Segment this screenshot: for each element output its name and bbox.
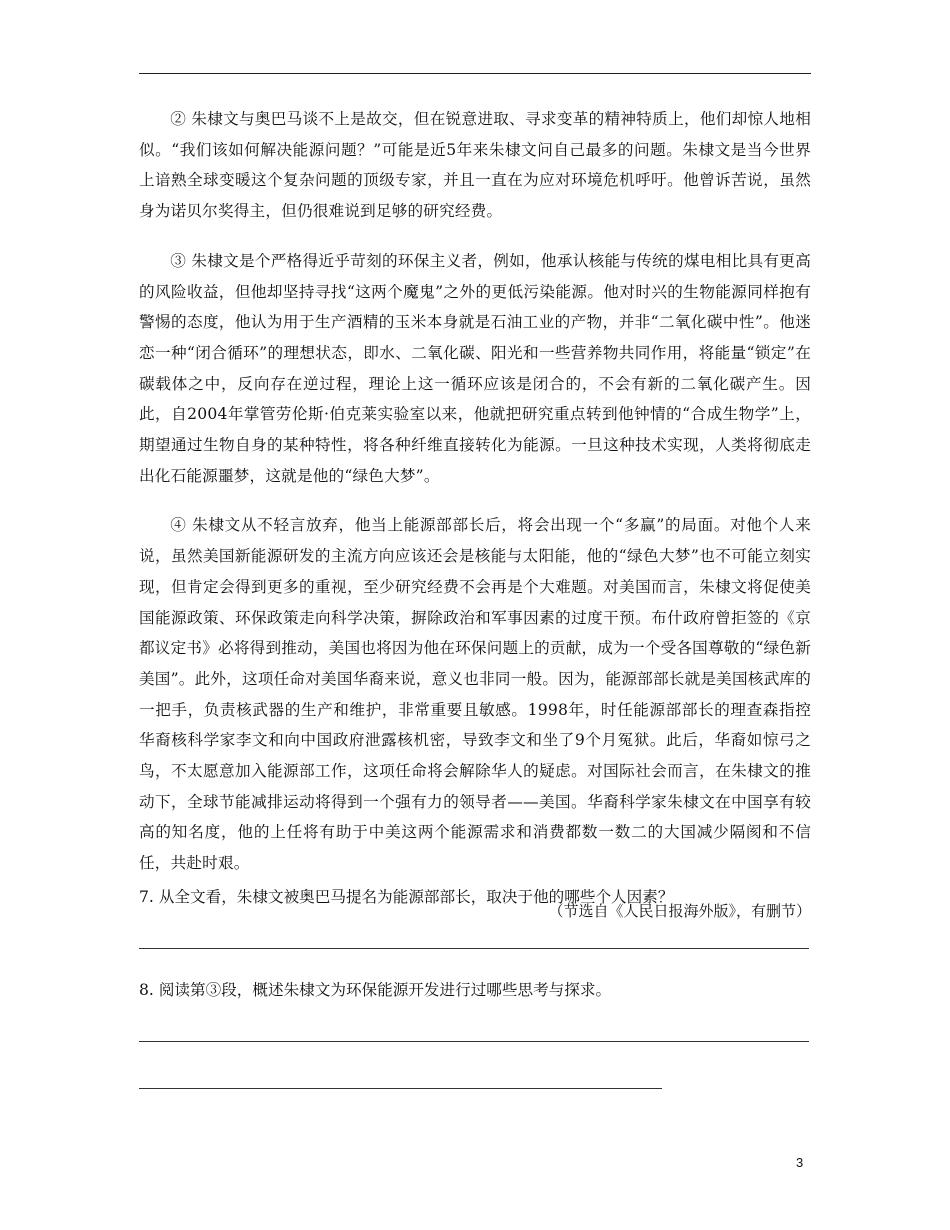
answer-line-q8-2[interactable]: [139, 1088, 662, 1089]
question-7: 7. 从全文看，朱棣文被奥巴马提名为能源部部长，取决于他的哪些个人因素？: [139, 888, 674, 906]
question-8: 8. 阅读第③段，概述朱棣文为环保能源开发进行过哪些思考与探求。: [139, 981, 612, 999]
paragraph-4: ④ 朱棣文从不轻言放弃，他当上能源部部长后，将会出现一个“多赢”的局面。对他个人来说，虽然美国新能源研发的主流方向应该还会是核能与太阳能，他的“绿色大梦”也不可能立刻实现，但肯定会得到更多的重视，至少研究经费不会再是个大难题。对美国而言，朱棣文将促使美国能源政策、环保政策走向科学决策，摒除政治和军事因素的过度干预。布什政府曾拒签的《京都议定书》必将得到推动，美国也将因为他在环保问题上的贡献，成为一个受各国尊敬的“绿色新美国”。此外，这项任命对美国华裔来说，意义也非同一般。因为，能源部部长就是美国核武库的一把手，负责核武器的生产和维护，非常重要且敏感。1998年，时任能源部部长的理查森指控华裔核科学家李文和向中国政府泄露核机密，导致李文和坐了9个月冤狱。此后，华裔如惊弓之鸟，不太愿意加入能源部工作，这项任命将会解除华人的疑虑。对国际社会而言，在朱棣文的推动下，全球节能减排运动将得到一个强有力的领导者——美国。华裔科学家朱棣文在中国享有较高的知名度，他的上任将有助于中美这两个能源需求和消费都数一数二的大国减少隔阂和不信任，共赴时艰。: [139, 516, 811, 873]
paragraph-3: ③ 朱棣文是个严格得近乎苛刻的环保主义者，例如，他承认核能与传统的煤电相比具有更高的风险收益，但他却坚持寻找“这两个魔鬼”之外的更低污染能源。他对时兴的生物能源同样抱有警惕的态度，他认为用于生产酒精的玉米本身就是石油工业的产物，并非“二氧化碳中性”。他迷恋一种“闭合循环”的理想状态，即水、二氧化碳、阳光和一些营养物共同作用，将能量“锁定”在碳载体之中，反向存在逆过程，理论上这一循环应该是闭合的，不会有新的二氧化碳产生。因此，自2004年掌管劳伦斯·伯克莱实验室以来，他就把研究重点转到他钟情的“合成生物学”上，期望通过生物自身的某种特性，将各种纤维直接转化为能源。一旦这种技术实现，人类将彻底走出化石能源噩梦，这就是他的“绿色大梦”。: [139, 251, 811, 485]
answer-line-q8-1[interactable]: [139, 1041, 809, 1042]
paragraph-2: ② 朱棣文与奥巴马谈不上是故交，但在锐意进取、寻求变革的精神特质上，他们却惊人地相似。“我们该如何解决能源问题？”可能是近5年来朱棣文问自己最多的问题。朱棣文是当今世界上谙熟全球变暖这个复杂问题的顶级专家，并且一直在为应对环境危机呼吁。他曾诉苦说，虽然身为诺贝尔奖得主，但仍很难说到足够的研究经费。: [139, 110, 811, 221]
source-citation: （节选自《人民日报海外版》，有删节）: [548, 901, 811, 920]
page-number: 3: [796, 1155, 804, 1170]
header-rule: [139, 73, 811, 74]
article-body: [139, 104, 811, 924]
answer-line-q7[interactable]: [139, 948, 809, 949]
